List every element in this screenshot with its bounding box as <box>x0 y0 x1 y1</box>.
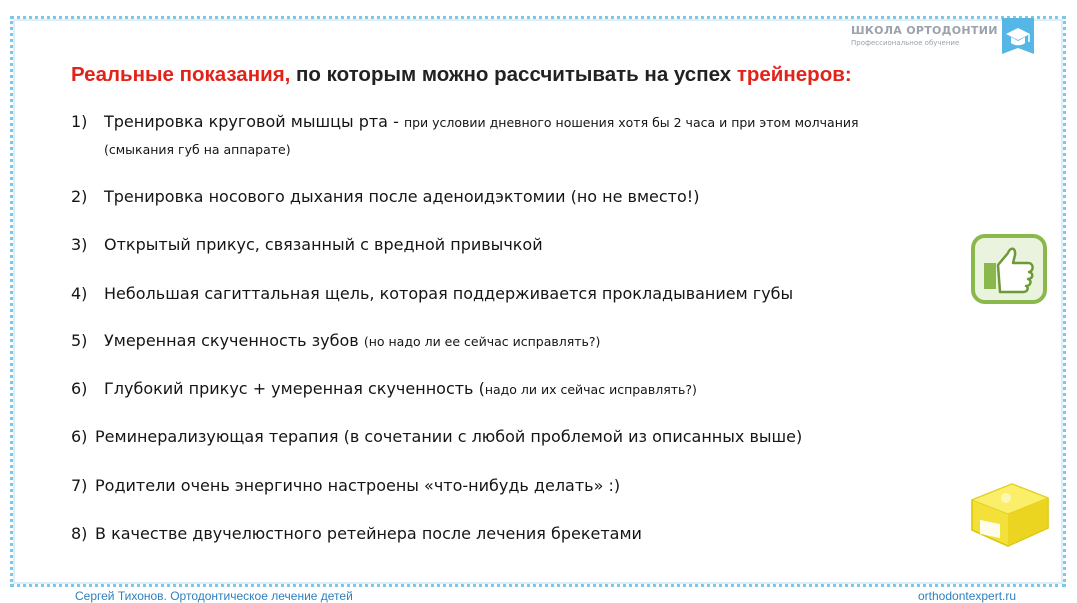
brand-name: ШКОЛА ОРТОДОНТИИ <box>851 24 998 37</box>
item-text: Реминерализующая терапия (в сочетании с любой проблемой из описанных выше) <box>95 427 803 446</box>
graduation-cap-icon <box>1000 18 1036 62</box>
list-item <box>71 112 859 131</box>
item-text: Глубокий прикус + умеренная скученность ( <box>104 379 485 398</box>
item-note: при условии дневного ношения хотя бы 2 часа и при этом молчания <box>403 115 859 130</box>
title-red-end: трейнеров: <box>736 63 852 86</box>
item-number: 2) <box>71 187 88 206</box>
item-number: 6) <box>71 379 88 398</box>
item-text: Небольшая сагиттальная щель, которая поддерживается прокладыванием губы <box>104 284 794 303</box>
title-red-part: Реальные показания, <box>71 63 291 86</box>
item-text: Тренировка круговой мышцы рта - <box>104 112 404 131</box>
title-black-part: по которым можно рассчитывать на успех <box>290 63 737 86</box>
item-text: Тренировка носового дыхания после аденоидэктомии (но не вместо!) <box>104 187 700 206</box>
list-item <box>71 187 699 206</box>
item-number: 1) <box>71 112 88 131</box>
item-note: (но надо ли ее сейчас исправлять?) <box>363 334 601 349</box>
retainer-case-image <box>962 470 1054 552</box>
list-item <box>71 427 802 446</box>
list-item <box>71 524 642 543</box>
item-number: 6) <box>71 427 88 446</box>
footer-author: Сергей Тихонов. Ортодонтическое лечение детей <box>75 589 353 603</box>
item-number: 8) <box>71 524 88 543</box>
item-note-continuation: (смыкания губ на аппарате) <box>104 142 291 157</box>
item-number: 7) <box>71 476 88 495</box>
brand-logo <box>851 24 1011 58</box>
item-text: В качестве двучелюстного ретейнера после лечения брекетами <box>95 524 642 543</box>
list-item <box>71 476 620 495</box>
brand-subtitle: Профессиональное обучение <box>851 39 960 47</box>
item-text: Открытый прикус, связанный с вредной привычкой <box>104 235 543 254</box>
item-number: 5) <box>71 331 88 350</box>
list-item <box>71 284 793 303</box>
list-item <box>71 379 697 398</box>
slide-title <box>71 63 1031 87</box>
item-number: 4) <box>71 284 88 303</box>
list-item <box>71 331 600 350</box>
footer-link[interactable]: orthodontexpert.ru <box>918 589 1017 603</box>
thumbs-up-icon <box>970 233 1048 305</box>
item-text: Умеренная скученность зубов <box>104 331 364 350</box>
item-note: надо ли их сейчас исправлять?) <box>484 382 697 397</box>
list-item <box>71 235 543 254</box>
item-text: Родители очень энергично настроены «что-нибудь делать» :) <box>95 476 621 495</box>
item-number: 3) <box>71 235 88 254</box>
